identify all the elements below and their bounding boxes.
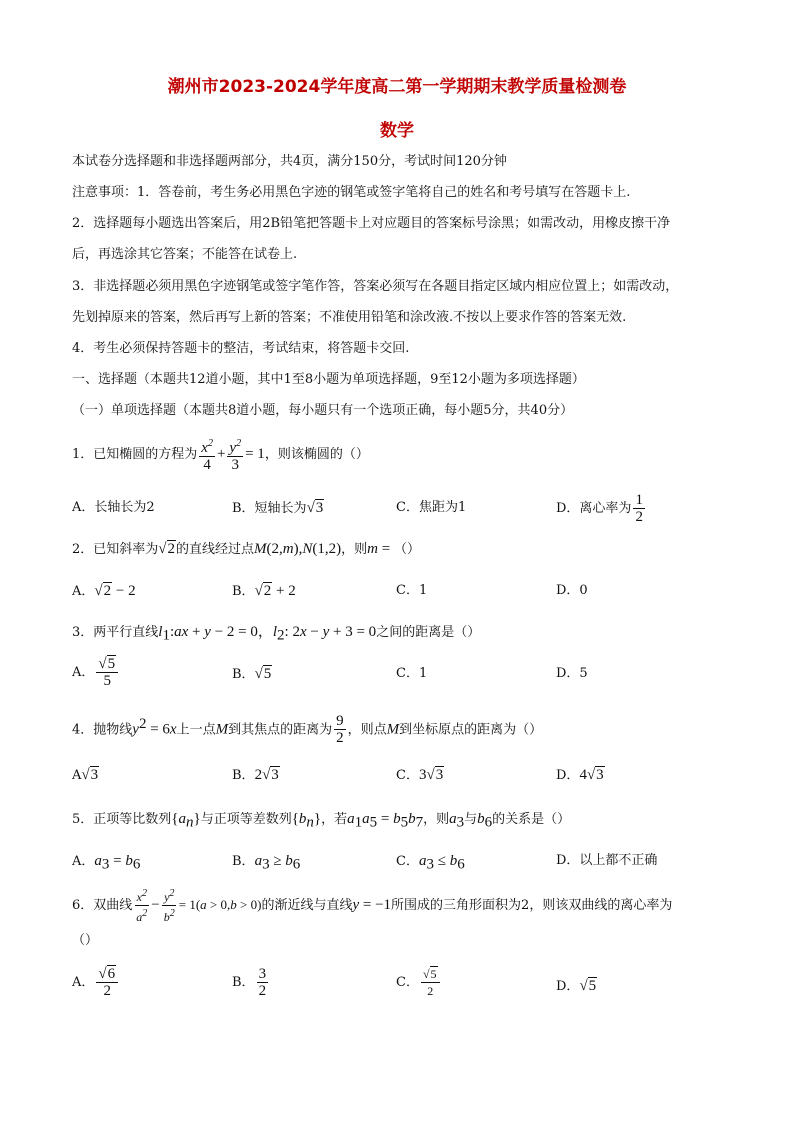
q2-option-b: B．√2 + 2 (232, 583, 296, 599)
q4-option-a: A√3 (72, 767, 99, 783)
question-2: 2．已知斜率为√2的直线经过点M(2,m),N(1,2)，则m = （） (72, 541, 420, 557)
q6-option-d: D．√5 (556, 978, 597, 994)
q1-option-c: C．焦距为1 (396, 500, 467, 515)
q3-option-d: D．5 (556, 666, 588, 681)
q4-option-d: D．4√3 (556, 767, 604, 783)
question-3: 3．两平行直线$l_1:ax + y - 2 = 0$，$l_2$: 2x − y + 3 = 0之间的距离是（） (72, 624, 481, 644)
q5-option-d: D．以上都不正确 (556, 853, 658, 868)
q5-option-b: B．$a_3 \ge b_6$ (232, 853, 301, 873)
intro-line-3: 2．选择题每小题选出答案后，用2B铅笔把答题卡上对应题目的答案标号涂黑；如需改动，用橡皮擦干净 (72, 216, 671, 231)
q2-option-c: C．1 (396, 583, 428, 598)
intro-line-4: 后，再选涂其它答案；不能答在试卷上. (72, 247, 298, 262)
q3-option-b: B．√5 (232, 666, 272, 682)
q5-option-a: A．$a_3 = b_6$ (72, 853, 141, 873)
q3-option-a: A． $\frac{√5}{5}$ (72, 656, 120, 689)
q3-option-c: C．1 (396, 666, 428, 681)
q2-option-d: D．0 (556, 583, 588, 598)
q1-option-b: B．短轴长为√3 (232, 500, 324, 516)
q6-option-b: B． $\frac{3}{2}$ (232, 966, 267, 999)
question-4: 4．抛物线$y^2 = 6x$上一点M到其焦点的距离为 $\frac{9}{2}$ ，则点M到坐标原点的距离为（） (72, 713, 543, 747)
intro-line-2: 注意事项：1．答卷前，考生务必用黑色字迹的钢笔或签字笔将自己的姓名和考号填写在答题卡上. (72, 185, 631, 200)
q1-option-d: D．离心率为 $\frac{1}{2}$ (556, 492, 643, 525)
section-subheading: （一）单项选择题（本题共8道小题，每小题只有一个选项正确，每小题5分，共40分） (72, 403, 574, 418)
q2-option-a: A．√2 − 2 (72, 583, 136, 599)
intro-line-7: 4．考生必须保持答题卡的整洁，考试结束，将答题卡交回. (72, 341, 410, 356)
q4-option-b: B．2√3 (232, 767, 279, 783)
q6-option-c: C． $\frac{√5}{2}$ (396, 966, 442, 999)
q5-option-c: C．$a_3 \le b_6$ (396, 853, 465, 873)
question-1: 1．已知椭圆的方程为 $\frac{x^2}{4}$ + $\frac{y^2}{3}$ = 1，则该椭圆的（） (72, 438, 369, 473)
intro-line-5: 3．非选择题必须用黑色字迹钢笔或签字笔作答，答案必须写在各题目指定区域内相应位置上；如需改动， (72, 279, 679, 294)
question-6-end: （） (72, 933, 99, 948)
question-6: 6．双曲线 $\frac{x^2}{a^2}$ − $\frac{y^2}{b^2}$ = 1(a > 0,b > 0)的渐近线与直线y = −1所围成的三角形面积为2，则该双曲线的离心率为 (72, 888, 673, 924)
question-5: 5．正项等比数列$\{a_n\}$与正项等差数列$\{b_n\}$，若$a_1a_5 = b_5b_7$，则$a_3$与$b_6$的关系是（） (72, 811, 571, 831)
section-heading: 一、选择题（本题共12道小题，其中1至8小题为单项选择题，9至12小题为多项选择题） (72, 372, 585, 387)
exam-subject: 数学 (380, 121, 414, 141)
exam-title: 潮州市2023-2024学年度高二第一学期期末教学质量检测卷 (167, 77, 627, 97)
q6-option-a: A． $\frac{√6}{2}$ (72, 966, 120, 999)
intro-line-1: 本试卷分选择题和非选择题两部分，共4页，满分150分，考试时间120分钟 (72, 154, 507, 169)
intro-line-6: 先划掉原来的答案，然后再写上新的答案；不准使用铅笔和涂改液.不按以上要求作答的答案无效. (72, 310, 627, 325)
q1-option-a: A．长轴长为2 (72, 500, 155, 515)
q4-option-c: C．3√3 (396, 767, 444, 783)
